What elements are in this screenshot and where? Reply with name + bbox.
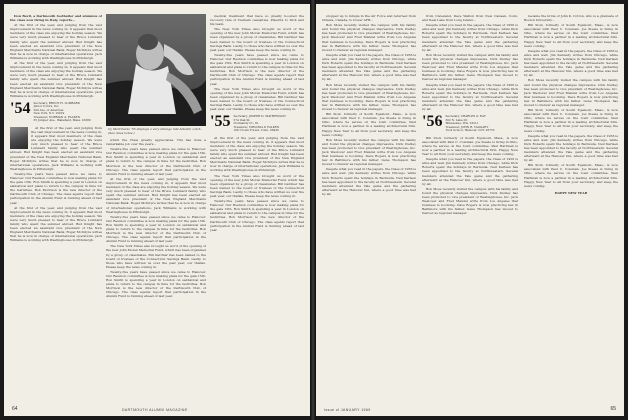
right-col2-body-2: Bob Moss recently visited the campus with his family and found the physical changes impressive. Dick Dudley has been promoted to vice president of Westinghouse, Inc. Jack Westover and Fred Mandel write from Los Angeles that business is booming. Dave Rogers is now practicing law in Baltimore with his father. Gene Thompson has moved to Denver as regional manager. bbox=[422, 52, 518, 82]
class-year-54: '54 bbox=[10, 99, 31, 117]
photo-image bbox=[106, 14, 206, 126]
secretary-line: Secretary, JOSEPH D. MATHEWSON bbox=[233, 114, 286, 119]
treasurer-line: Treasurer, VIRGINIA P. FALKEN bbox=[233, 124, 280, 129]
left-col2-body-2: At the first of the year, and judging from the vast improvement in the news coming in, it appears that most members of the class are enjoying the holiday season. We were very much pleased to hear of the Bruce Lumbard family who spent the summer abroad. Bud Knight has been elected an assistant vice president of the New England Merchants National Bank. Roger McIntyre writes that he is now in charge of international operations. Jack Williams is working with Westinghouse in Pittsburgh. bbox=[106, 176, 206, 214]
left-col3-body-6: Twenty-five years have passed since we came to Hanover. Our Reunion committee is now making plans for the gala 15th. Ron Smith is spending a year in London on sabbatical and plans to return to the campus in time for the festivities. Bob Morrison is the new director of the Dartmouth Club of Chicago. The class agents report that participation in the Alumni Fund is running ahead of last year. bbox=[210, 199, 304, 232]
class-heading-54 bbox=[10, 101, 102, 123]
right-col3-body-4: Bill Stoll, formerly of South Egemont, Mass., is now associated with Paul C. Coleman. Joe Steele is living in Ohio, where he serves on the town committee. Paul Hartman is now a partner in a leading architectural firm. Happy New Year to all from your secretary, and keep the news coming. bbox=[524, 108, 618, 133]
page-number: 65 bbox=[610, 406, 616, 412]
left-col2-body-4: The New York Times also brought us word of the opening of the new John Moren Memorial Fund, which has been organized by a group of classmates. Bill Gardner has been named to the board of trustees of the Connecticut Savings Bank. Lastly, to those who have written us over the past year, our thanks. Please keep the news coming in. bbox=[106, 244, 207, 269]
right-column-3 bbox=[524, 14, 618, 196]
right-col2-lead: from Cleveland, Dave Walton from New Canaan, Conn. and Neal Lake from Long Island... bbox=[422, 14, 518, 23]
right-col1-body-6: Despite what you read in the papers, the Class of 1956 is alive and well. Jim Kennedy writes from Chicago, while Dick Roberts spent the holidays in Bermuda. Neil Karlsen has been appointed to the faculty at Northwestern. Several members attended the Yale game and the gathering afterward at the Hanover Inn, where a good time was had by all. bbox=[322, 167, 416, 196]
right-page bbox=[316, 4, 624, 416]
class-heading-55 bbox=[210, 114, 304, 133]
right-col2-body-5: Despite what you read in the papers, the Class of 1956 is alive and well. Jim Kennedy writes from Chicago, while Dick Roberts spent the holidays in Bermuda. Neil Karlsen has been appointed to the faculty at Northwestern. Several members attended the Yale game and the gathering afterward at the Hanover Inn, where a good time was had by all. bbox=[422, 157, 518, 186]
secretary-line: Secretary, BRUCE H. LUMBARD bbox=[33, 100, 80, 105]
photo-caption: Cy Marrinerse '55 displays a very strange mid-Atlantic catch. (See class notes.) bbox=[108, 127, 202, 135]
left-col1-body-cont: At the first of the year, and judging from the vast improvement in the news coming in, it appears that most members of the class are enjoying the holiday season. We were very much pleased to hear of the Bruce Lumbard family who spent the summer abroad. Bud Knight has been elected an assistant vice president of the New England Merchants National Bank. Roger McIntyre writes that he is now in charge of international operations. Jack Williams is working with Westinghouse in Pittsburgh. bbox=[10, 61, 102, 98]
right-col3-body-2: Despite what you read in the papers, the Class of 1956 is alive and well. Jim Kennedy writes from Chicago, while Dick Roberts spent the holidays in Bermuda. Neil Karlsen has been appointed to the faculty at Northwestern. Several members attended the Yale game and the gathering afterward at the Hanover Inn, where a good time was had by all. bbox=[524, 48, 618, 78]
left-col2-body: Twenty-five years have passed since we came to Hanover. Our Reunion committee is now making plans for the gala 15th. Ron Smith is spending a year in London on sabbatical and plans to return to the campus in time for the festivities. Bob Morrison is the new director of the Dartmouth Club of Chicago. The class agents report that participation in the Alumni Fund is running ahead of last year. bbox=[106, 147, 206, 176]
treasurer-line: 35 Juniper Ave., Wakefield, Mass. 01880 bbox=[33, 118, 91, 123]
class-heading-56 bbox=[422, 114, 518, 133]
right-col1-body-3: Bob Moss recently visited the campus with his family and found the physical changes impressive. Dick Dudley has been promoted to vice president of Westinghouse, Inc. Jack Westover and Fred Mandel write from Los Angeles that business is booming. Dave Rogers is now practicing law in Baltimore with his father. Gene Thompson has moved to Denver as regional manager. bbox=[322, 82, 416, 112]
right-col3-lead: became the bride of John K. Cotton, who is a graduate of Boston University... bbox=[524, 14, 618, 23]
right-col3-body-6: Bill Stoll, formerly of South Egemont, Mass., is now associated with Paul C. Coleman. Joe Steele is living in Ohio, where he serves on the town committee. Paul Hartman is now a partner in a leading architectural firm. Happy New Year to all from your secretary, and keep the news coming. bbox=[524, 163, 618, 188]
class-officers-54 bbox=[33, 101, 90, 123]
left-col1-lead: Don Bevil, a Dartmouth footballer and alumnus of the class now living in Italy, reports... bbox=[10, 14, 102, 23]
class-year-56: '56 bbox=[422, 113, 443, 131]
left-page bbox=[4, 4, 310, 416]
secretary-line: New York, N.Y. 10019 bbox=[33, 111, 65, 116]
left-col1-body: At the first of the year, and judging from the vast improvement in the news coming in, it appears that most members of the class are enjoying the holiday season. We were very much pleased to hear of the Bruce Lumbard family who spent the summer abroad. Bud Knight has been elected an assistant vice president of the New England Merchants National Bank. Roger McIntyre writes that he is now in charge of international operations. Jack Williams is working with Westinghouse in Pittsburgh. bbox=[10, 23, 102, 60]
right-col3-body-3: Bob Moss recently visited the campus with his family and found the physical changes impressive. Dick Dudley has been promoted to vice president of Westinghouse, Inc. Jack Westover and Fred Mandel write from Los Angeles that business is booming. Dave Rogers is now practicing law in Baltimore with his father. Gene Thompson has moved to Denver as regional manager. bbox=[524, 78, 618, 107]
treasurer-line: Treasurer, JOHN B. TAGGART bbox=[445, 124, 489, 129]
secretary-line: 57A Oak St. bbox=[233, 117, 251, 122]
left-col1-body-3: Twenty-five years have passed since we came to Hanover. Our Reunion committee is now making plans for the gala 15th. Ron Smith is spending a year in London on sabbatical and plans to return to the campus in time for the festivities. Bob Morrison is the new director of the Dartmouth Club of Chicago. The class agents report that participation in the Alumni Fund is running ahead of last year. bbox=[10, 171, 102, 205]
right-col1-body-4: Bill Stoll, formerly of South Egemont, Mass., is now associated with Paul C. Coleman. Joe Steele is living in Ohio, where he serves on the town committee. Paul Hartman is now a partner in a leading architectural firm. Happy New Year to all from your secretary, and keep the news coming. bbox=[322, 112, 416, 137]
right-col1-body-2: Despite what you read in the papers, the Class of 1956 is alive and well. Jim Kennedy writes from Chicago, while Dick Roberts spent the holidays in Bermuda. Neil Karlsen has been appointed to the faculty at Northwestern. Several members attended the Yale game and the gathering afterward at the Hanover Inn, where a good time was had by all. bbox=[322, 52, 416, 82]
right-col1-body-5: Bob Moss recently visited the campus with his family and found the physical changes impressive. Dick Dudley has been promoted to vice president of Westinghouse, Inc. Jack Westover and Fred Mandel write from Los Angeles that business is booming. Dave Rogers is now practicing law in Baltimore with his father. Gene Thompson has moved to Denver as regional manager. bbox=[322, 137, 416, 167]
secretary-line: Secretary, CHARLES G. RAY bbox=[445, 114, 486, 119]
right-col1-body: Bob Moss recently visited the campus with his family and found the physical changes impressive. Dick Dudley has been promoted to vice president of Westinghouse, Inc. Jack Westover and Fred Mandel write from Los Angeles that business is booming. Dave Rogers is now practicing law in Baltimore with his father. Gene Thompson has moved to Denver as regional manager. bbox=[322, 23, 416, 52]
right-column-1 bbox=[322, 14, 416, 197]
left-column-1 bbox=[10, 14, 102, 244]
treasurer-line: Tuck School, Hanover, N.H. 03755 bbox=[445, 128, 495, 133]
class-officers-56 bbox=[445, 114, 494, 133]
closing-line: HAPPY NEW YEAR bbox=[554, 190, 588, 195]
right-col3-body-5: Despite what you read in the papers, the Class of 1956 is alive and well. Jim Kennedy writes from Chicago, while Dick Roberts spent the holidays in Bermuda. Neil Karlsen has been appointed to the faculty at Northwestern. Several members attended the Yale game and the gathering afterward at the Hanover Inn, where a good time was had by all. bbox=[524, 133, 618, 163]
left-col2-body-3: Twenty-five years have passed since we came to Hanover. Our Reunion committee is now making plans for the gala 15th. Ron Smith is spending a year in London on sabbatical and plans to return to the campus in time for the festivities. Bob Morrison is the new director of the Dartmouth Club of Chicago. The class agents report that participation in the Alumni Fund is running ahead of last year. bbox=[106, 214, 206, 244]
right-col3-body: Bill Stoll, formerly of South Egemont, Mass., is now associated with Paul C. Coleman. Joe Steele is living in Ohio, where he serves on the town committee. Paul Hartman is now a partner in a leading architectural firm. Happy New Year to all from your secretary, and keep the news coming. bbox=[524, 23, 618, 48]
right-col2-body-6: Bob Moss recently visited the campus with his family and found the physical changes impressive. Dick Dudley has been promoted to vice president of Westinghouse, Inc. Jack Westover and Fred Mandel write from Los Angeles that business is booming. Dave Rogers is now practicing law in Baltimore with his father. Gene Thompson has moved to Denver as regional manager. bbox=[422, 186, 518, 216]
portrait-photo bbox=[10, 127, 28, 149]
treasurer-line: Treasurer, NORMAN A. FALKEN bbox=[33, 114, 81, 119]
left-col1-body-2: At the first of the year, and judging from the vast improvement in the news coming in, it appears that most members of the class are enjoying the holiday season. We were very much pleased to hear of the Bruce Lumbard family who spent the summer abroad. Bud Knight has been elected an assistant vice president of the New England Merchants National Bank. Roger McIntyre writes that he is now in charge of international operations. Jack Williams is working with Westinghouse in Pittsburgh. bbox=[10, 125, 102, 171]
left-col1-body-4: At the first of the year, and judging from the vast improvement in the news coming in, it appears that most members of the class are enjoying the holiday season. We were very much pleased to hear of the Bruce Lumbard family who spent the summer abroad. Bud Knight has been elected an assistant vice president of the New England Merchants National Bank. Roger McIntyre writes that he is now in charge of international operations. Jack Williams is working with Westinghouse in Pittsburgh. bbox=[10, 205, 102, 243]
fishing-photo bbox=[106, 14, 206, 126]
right-col2-body-4: Bill Stoll, formerly of South Egemont, Mass., is now associated with Paul C. Coleman. Joe Steele is living in Ohio, where he serves on the town committee. Paul Hartman is now a partner in a leading architectural firm. Happy New Year to all from your secretary, and keep the news coming. bbox=[422, 135, 518, 157]
right-col2-body-3: Despite what you read in the papers, the Class of 1956 is alive and well. Jim Kennedy writes from Chicago, while Dick Roberts spent the holidays in Bermuda. Neil Karlsen has been appointed to the faculty at Northwestern. Several members attended the Yale game and the gathering afterward at the Hanover Inn, where a good time was had by all. bbox=[422, 82, 518, 112]
left-col3-body-4: At the first of the year, and judging from the vast improvement in the news coming in, it appears that most members of the class are enjoying the holiday season. We were very much pleased to hear of the Bruce Lumbard family who spent the summer abroad. Bud Knight has been elected an assistant vice president of the New England Merchants National Bank. Roger McIntyre writes that he is now in charge of international operations. Jack Williams is working with Westinghouse in Pittsburgh. bbox=[210, 135, 304, 173]
right-col2-body: Despite what you read in the papers, the Class of 1956 is alive and well. Jim Kennedy writes from Chicago, while Dick Roberts spent the holidays in Bermuda. Neil Karlsen has been appointed to the faculty at Northwestern. Several members attended the Yale game and the gathering afterward at the Hanover Inn, where a good time was had by all. bbox=[422, 23, 518, 52]
right-column-2 bbox=[422, 14, 518, 216]
left-col3-body-5: The New York Times also brought us word of the opening of the new John Moren Memorial Fund, which has been organized by a group of classmates. Bill Gardner has been named to the board of trustees of the Connecticut Savings Bank. Lastly, to those who have written us over the past year, our thanks. Please keep the news coming in. bbox=[210, 173, 304, 198]
secretary-line: 200 Ave. of Americas bbox=[33, 107, 64, 112]
left-col3-body-2: Twenty-five years have passed since we came to Hanover. Our Reunion committee is now making plans for the gala 15th. Ron Smith is spending a year in London on sabbatical and plans to return to the campus in time for the festivities. Bob Morrison is the new director of the Dartmouth Club of Chicago. The class agents report that participation in the Alumni Fund is running ahead of last year. bbox=[210, 52, 304, 86]
left-column-2 bbox=[106, 138, 206, 300]
class-officers-55 bbox=[233, 114, 285, 133]
running-head: Issue of JANUARY 1969 bbox=[324, 408, 371, 412]
secretary-line: Milwaukee, Wis. 53211 bbox=[445, 121, 479, 126]
right-col1-lead: stopped up to mingle in the Air Force and returned from Ottawa, Canada, to Dover AFB... bbox=[322, 14, 416, 23]
treasurer-line: 106 Crown Forest, Conn. 06430 bbox=[233, 128, 279, 133]
secretary-line: 302 N. Lake Dr. bbox=[445, 117, 468, 122]
page-number: 64 bbox=[12, 406, 18, 412]
left-col3-body: The New York Times also brought us word of the opening of the new John Moren Memorial Fund, which has been organized by a group of classmates. Bill Gardner has been named to the board of trustees of the Connecticut Savings Bank. Lastly, to those who have written us over the past year, our thanks. Please keep the news coming in. bbox=[210, 27, 304, 52]
left-col3-body-3: The New York Times also brought us word of the opening of the new John Moren Memorial Fund, which has been organized by a group of classmates. Bill Gardner has been named to the board of trustees of the Connecticut Savings Bank. Lastly, to those who have written us over the past year, our thanks. Please keep the news coming in. bbox=[210, 86, 304, 112]
left-col3-lead: medical treatment that have so greatly boosted the recovery rate of Vietnam casualties. Plaudits to Dick and his team. bbox=[210, 14, 304, 27]
left-column-3 bbox=[210, 14, 304, 233]
secretary-line: Junior Colors, Inc. bbox=[33, 104, 60, 109]
class-year-55: '55 bbox=[210, 113, 231, 131]
left-col2-lead: which the Class greatly appreciates. Tim has done a remarkable job over the years... bbox=[106, 138, 206, 147]
left-col2-body-5: Twenty-five years have passed since we came to Hanover. Our Reunion committee is now making plans for the gala 15th. Ron Smith is spending a year in London on sabbatical and plans to return to the campus in time for the festivities. Bob Morrison is the new director of the Dartmouth Club of Chicago. The class agents report that participation in the Alumni Fund is running ahead of last year. bbox=[106, 269, 206, 299]
secretary-line: Normandy Ct., Ill. bbox=[233, 121, 260, 126]
running-head: DARTMOUTH ALUMNI MAGAZINE bbox=[122, 408, 188, 412]
